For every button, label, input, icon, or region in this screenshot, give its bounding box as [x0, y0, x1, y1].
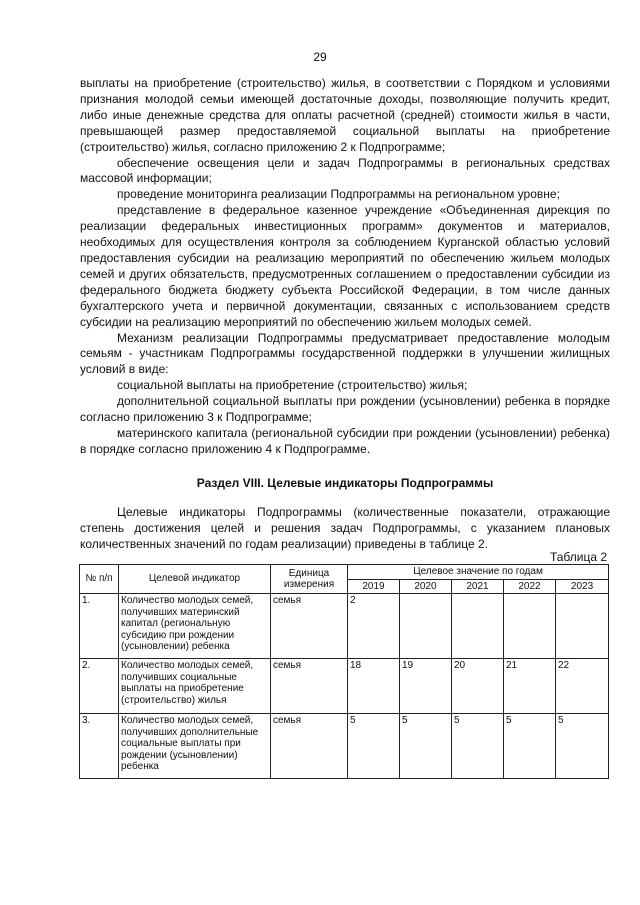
page-number: 29: [313, 50, 327, 64]
cell-value: 5: [504, 714, 556, 779]
cell-value: [452, 594, 504, 659]
cell-value: 18: [348, 659, 400, 714]
table-row: [80, 594, 609, 659]
header-unit: Единица измерения: [271, 565, 348, 594]
header-year: 2021: [452, 579, 504, 594]
table-intro: Целевые индикаторы Подпрограммы (количественные показатели, отражающие степень достижения целей и решения задач Подпрограммы, с указанием плановых количественных значений по годам реализации) приведены в таблице 2.: [80, 505, 610, 551]
cell-indicator: Количество молодых семей, получивших социальные выплаты на приобретение (строительство) жилья: [119, 659, 271, 714]
cell-value: [556, 594, 609, 659]
paragraph: дополнительной социальной выплаты при рождении (усыновлении) ребенка в порядке согласно приложению 3 к Подпрограмме;: [80, 394, 610, 425]
header-num: № п/п: [80, 565, 119, 594]
cell-value: 22: [556, 659, 609, 714]
cell-indicator: Количество молодых семей, получивших дополнительные социальные выплаты при рождении (усыновлении) ребенка: [119, 714, 271, 779]
paragraph: Механизм реализации Подпрограммы предусматривает предоставление молодым семьям - участникам Подпрограммы государственной поддержки в улучшении жилищных условий в виде:: [80, 330, 610, 377]
indicators-table: [79, 564, 609, 779]
header-year: 2019: [348, 579, 400, 594]
cell-indicator: Количество молодых семей, получивших материнский капитал (региональную субсидию при рождении (усыновлении) ребенка: [119, 594, 271, 659]
section-heading: Раздел VIII. Целевые индикаторы Подпрограммы: [196, 476, 494, 490]
cell-unit: семья: [271, 714, 348, 779]
cell-num: 1.: [80, 594, 119, 659]
header-year: 2022: [504, 579, 556, 594]
paragraph: представление в федеральное казенное учреждение «Объединенная дирекция по реализации федеральных инвестиционных программ» документов и материалов, необходимых для осуществления контроля за соблюдением Курганской областью условий предоставления субсидии на реализацию мероприятий по обеспечению жильем молодых семей и других обязательств, предусмотренных соглашением о предоставлении субсидии из федерального бюджета бюджету субъекта Российской Федерации, в том числе данных бухгалтерского учета и первичной документации, связанных с использованием средств субсидии на реализацию мероприятий по обеспечению жильем молодых семей.: [80, 203, 610, 329]
cell-value: 19: [400, 659, 452, 714]
cell-value: 21: [504, 659, 556, 714]
header-year: 2023: [556, 579, 609, 594]
table-row: [80, 714, 609, 779]
header-indicator: Целевой индикатор: [119, 565, 271, 594]
paragraph: социальной выплаты на приобретение (строительство) жилья;: [117, 378, 468, 393]
header-year: 2020: [400, 579, 452, 594]
header-target: Целевое значение по годам: [348, 565, 609, 580]
cell-value: 5: [556, 714, 609, 779]
cell-value: 20: [452, 659, 504, 714]
cell-unit: семья: [271, 594, 348, 659]
paragraph: выплаты на приобретение (строительство) жилья, в соответствии с Порядком и условиями признания молодой семьи имеющей достаточные доходы, позволяющие получить кредит, либо иные денежные средства для оплаты расчетной (средней) стоимости жилья в части, превышающей размер предоставляемой социальной выплаты на приобретение (строительство) жилья, согласно приложению 2 к Подпрограмме;: [80, 76, 610, 154]
cell-value: [504, 594, 556, 659]
cell-value: 5: [348, 714, 400, 779]
table-header-row: [80, 565, 609, 580]
paragraph: обеспечение освещения цели и задач Подпрограммы в региональных средствах массовой информации;: [80, 155, 610, 186]
cell-value: 5: [400, 714, 452, 779]
body-text: [80, 76, 610, 458]
cell-value: 5: [452, 714, 504, 779]
cell-unit: семья: [271, 659, 348, 714]
cell-value: [400, 594, 452, 659]
cell-value: 2: [348, 594, 400, 659]
table-caption: Таблица 2: [549, 550, 607, 564]
cell-num: 3.: [80, 714, 119, 779]
table-row: [80, 659, 609, 714]
cell-num: 2.: [80, 659, 119, 714]
paragraph: проведение мониторинга реализации Подпрограммы на региональном уровне;: [117, 187, 560, 202]
paragraph: материнского капитала (региональной субсидии при рождении (усыновлении) ребенка) в порядке согласно приложению 4 к Подпрограмме.: [80, 425, 610, 456]
